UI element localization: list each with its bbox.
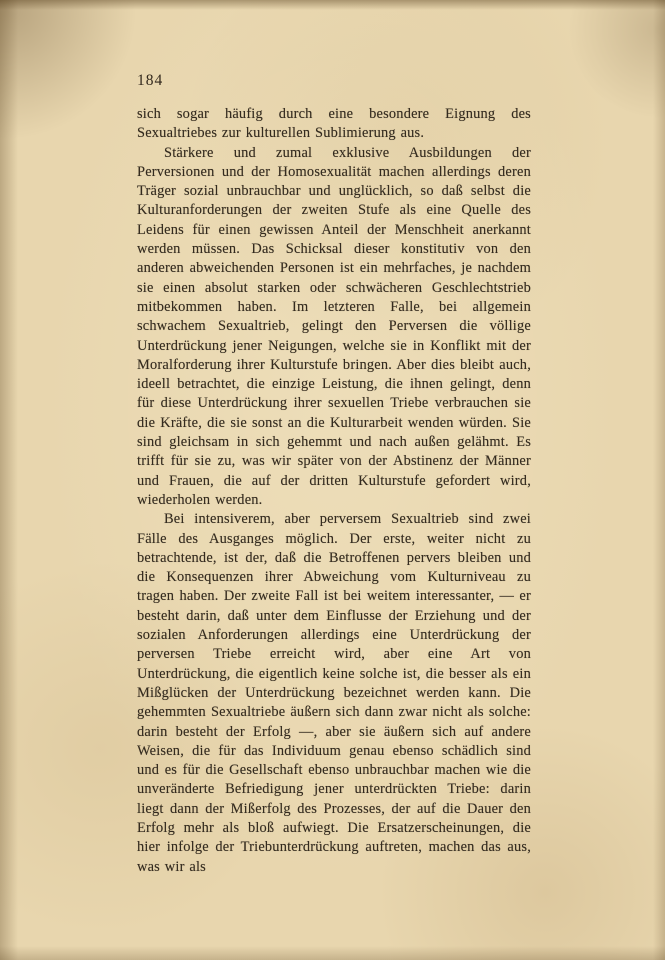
paragraph-continuation: sich sogar häufig durch eine besondere Eignung des Sexualtriebes zur kulturellen Sublimierung aus. [137, 106, 531, 142]
page-number: 184 [137, 72, 164, 89]
paragraph: Stärkere und zumal exklusive Ausbildungen der Perversionen und der Homosexualität machen allerdings deren Träger sozial unbrauchbar und unglücklich, so daß selbst die Kulturanforderungen der zweiten Stufe als eine Quelle des Leidens für einen gewissen Anteil der Menschheit anerkannt werden müssen. Das Schicksal dieser konstitutiv von den anderen abweichenden Personen ist ein mehrfaches, je nachdem sie einen absolut starken oder schwächeren Geschlechtstrieb mitbekommen haben. Im letzteren Falle, bei allgemein schwachem Sexualtrieb, gelingt den Perversen die völlige Unterdrückung jener Neigungen, welche sie in Konflikt mit der Moralforderung ihrer Kulturstufe bringen. Aber dies bleibt auch, ideell betrachtet, die einzige Leistung, die ihnen gelingt, denn für diese Unterdrückung ihrer sexuellen Triebe verbrauchen sie die Kräfte, die sie sonst an die Kulturarbeit wenden würden. Sie sind gleichsam in sich gehemmt und nach außen gelähmt. Es trifft für sie zu, was wir später von der Abstinenz der Männer und Frauen, die auf der dritten Kulturstufe gefordert wird, wiederholen werden. [137, 144, 531, 508]
paragraph: Bei intensiverem, aber perversem Sexualtrieb sind zwei Fälle des Ausganges möglich. Der erste, weiter nicht zu betrachtende, ist der, daß die Betroffenen pervers bleiben und die Konsequenzen ihrer Abweichung vom Kulturniveau zu tragen haben. Der zweite Fall ist bei weitem interessanter, — er besteht darin, daß unter dem Einflusse der Erziehung und der sozialen Anforderungen allerdings eine Unterdrückung der perversen Triebe erreicht wird, aber eine Art von Unterdrückung, die eigentlich keine solche ist, die besser als ein Mißglücken der Unterdrückung bezeichnet werden kann. Die gehemmten Sexualtriebe äußern sich dann zwar nicht als solche: darin besteht der Erfolg —, aber sie äußern sich auf andere Weisen, die für das Individuum genau ebenso schädlich sind und es für die Gesellschaft ebenso unbrauchbar machen wie die unveränderte Befriedigung jener unterdrückten Triebe: darin liegt dann der Mißerfolg des Prozesses, der auf die Dauer den Erfolg mehr als bloß aufwiegt. Die Ersatzerscheinungen, die hier infolge der Triebunterdrückung auftreten, machen das aus, was wir als [137, 511, 531, 875]
text-block [137, 105, 531, 877]
